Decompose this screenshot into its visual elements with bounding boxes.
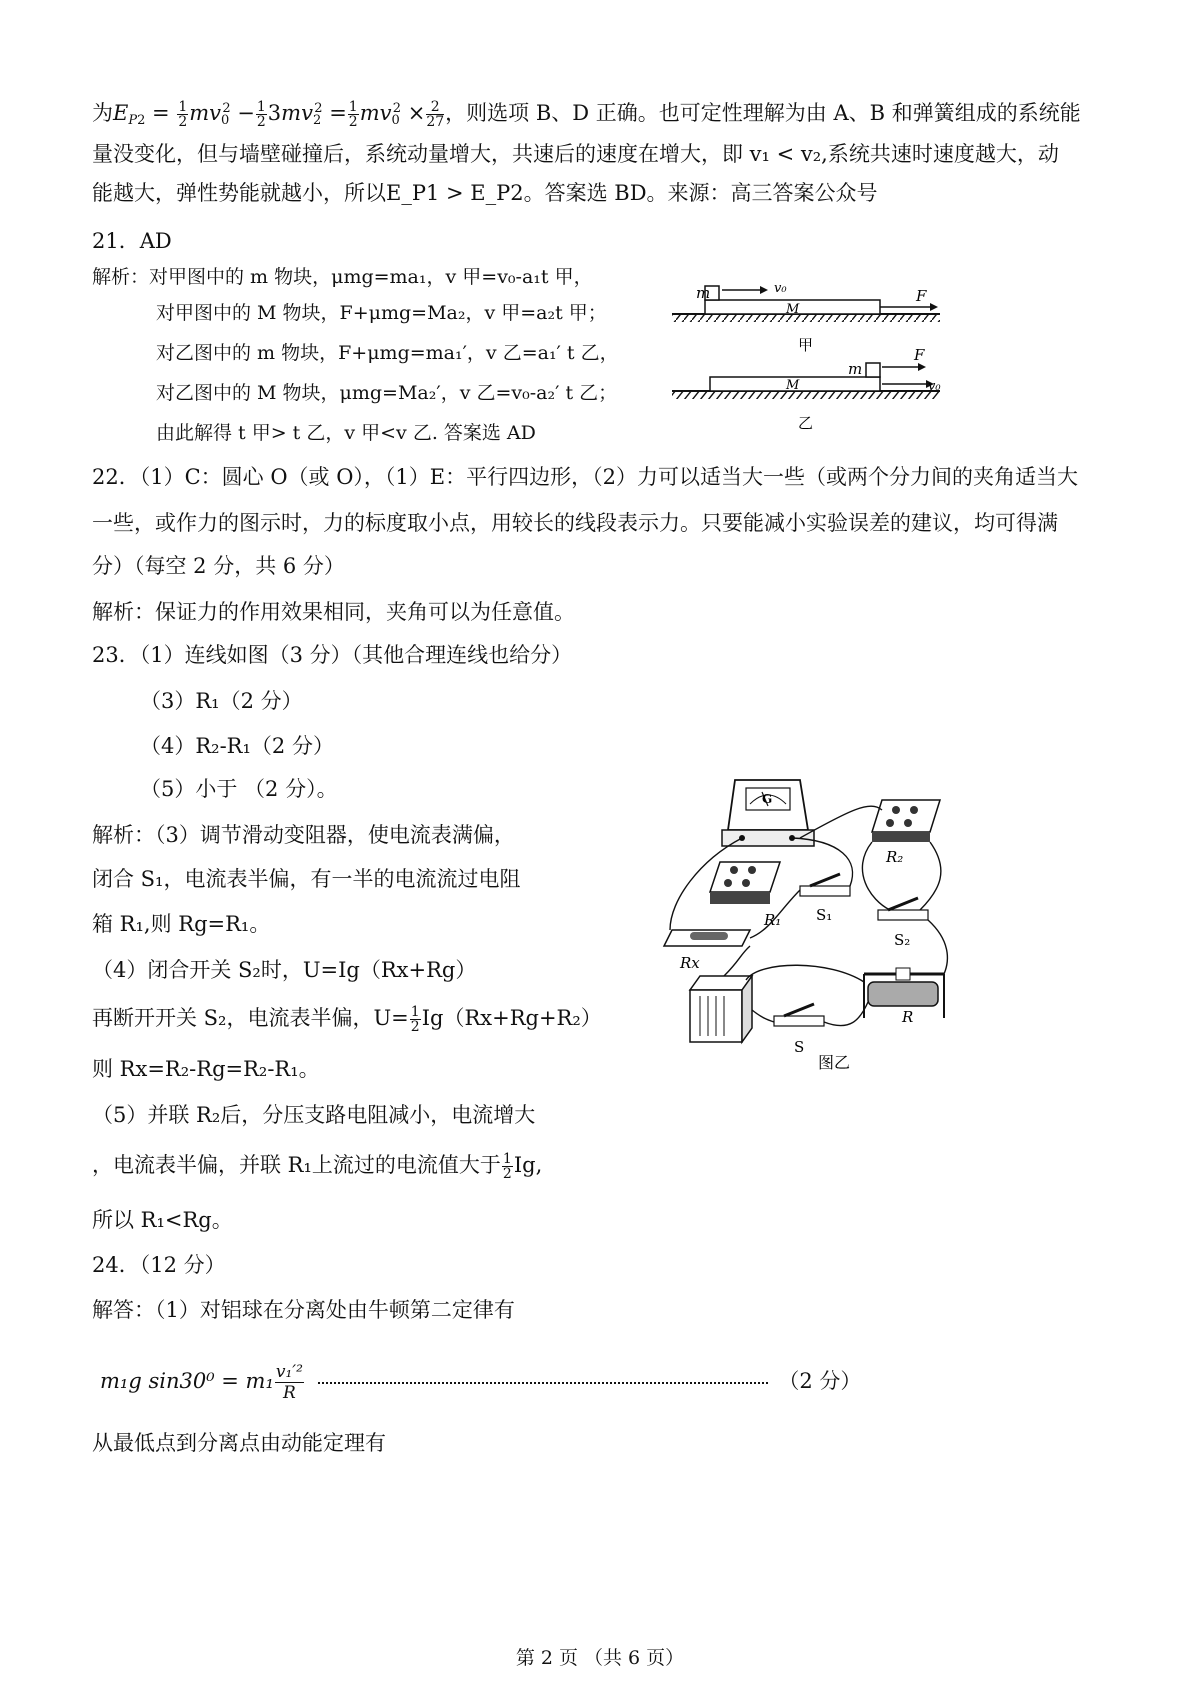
fraction: $\frac{1}{2}$ bbox=[410, 1004, 420, 1035]
switch-S bbox=[774, 1004, 824, 1056]
q23-line13: 所以 R₁<Rg。 bbox=[92, 1208, 233, 1232]
figure-yi bbox=[672, 346, 941, 432]
caption-jia: 甲 bbox=[798, 336, 814, 354]
q24-equation: m₁g sin30⁰ = m₁ $\frac{\text{v₁′²}}{R}$ （2 分） bbox=[100, 1362, 862, 1403]
resistor-Rx bbox=[664, 930, 750, 972]
fraction: $\frac{1}{2}$ bbox=[178, 99, 188, 130]
caption-yi: 乙 bbox=[798, 414, 814, 432]
q20-line2: 量没变化，但与墙壁碰撞后，系统动量增大，共速后的速度在增大，即 v₁ < v₂,系统共速时速度越大，动 bbox=[92, 142, 1059, 166]
q23-line2: （3）R₁（2 分） bbox=[140, 689, 303, 713]
switch-S2 bbox=[878, 898, 928, 949]
page-footer: 第 2 页 （共 6 页） bbox=[515, 1647, 685, 1669]
q21-line5: 由此解得 t 甲> t 乙，v 甲<v 乙. 答案选 AD bbox=[156, 422, 536, 444]
resistance-box-R2 bbox=[872, 800, 940, 866]
q23-line3: （4）R₂-R₁（2 分） bbox=[140, 734, 334, 758]
rheostat-R bbox=[864, 968, 944, 1026]
circuit-figure bbox=[650, 770, 970, 1080]
figure-jia bbox=[672, 281, 940, 354]
label-F: F bbox=[916, 287, 927, 305]
q21-number: 21．AD bbox=[92, 229, 172, 253]
q22-line3: 分）（每空 2 分，共 6 分） bbox=[92, 554, 345, 578]
label-G: G bbox=[762, 792, 773, 806]
q21-line2: 对甲图中的 M 物块，F+μmg=Ma₂，v 甲=a₂t 甲； bbox=[156, 302, 607, 324]
q22-line1: 22．（1）C：圆心 O（或 O），（1）E：平行四边形，（2）力可以适当大一些（或两个分力间的夹角适当大 bbox=[92, 465, 1078, 489]
label-R2: R₂ bbox=[886, 848, 904, 866]
switch-S1 bbox=[800, 874, 850, 924]
q22-line4: 解析：保证力的作用效果相同，夹角可以为任意值。 bbox=[92, 600, 575, 624]
q21-line4: 对乙图中的 M 物块，μmg=Ma₂′，v 乙=v₀-a₂′ t 乙； bbox=[156, 382, 618, 404]
q23-line7: 箱 R₁,则 Rg=R₁。 bbox=[92, 912, 271, 936]
q22-line2: 一些，或作力的图示时，力的标度取小点，用较长的线段表示力。只要能减小实验误差的建议，均可得满 bbox=[92, 511, 1058, 535]
q24-line2: 解答：（1）对铝球在分离处由牛顿第二定律有 bbox=[92, 1298, 515, 1322]
label-Rx: Rx bbox=[680, 954, 700, 972]
label-M: M bbox=[786, 302, 800, 317]
label-M: M bbox=[786, 378, 800, 393]
q20-line3: 能越大，弹性势能就越小，所以E_P1 > E_P2。答案选 BD。来源：高三答案公众号 bbox=[92, 181, 878, 205]
fraction: $\frac{1}{2}$ bbox=[348, 99, 358, 130]
q23-line10: 则 Rx=R₂-Rg=R₂-R₁。 bbox=[92, 1057, 320, 1081]
q24-line3: 从最低点到分离点由动能定理有 bbox=[92, 1431, 386, 1455]
fraction: $\frac{1}{2}$ bbox=[502, 1151, 512, 1182]
q21-line3: 对乙图中的 m 物块，F+μmg=ma₁′，v 乙=a₁′ t 乙， bbox=[156, 342, 619, 364]
q23-line8: （4）闭合开关 S₂时，U=Ig（Rx+Rg） bbox=[92, 958, 477, 982]
block-board-figure bbox=[660, 270, 960, 435]
fraction: $\frac{1}{2}$ bbox=[256, 99, 266, 130]
caption-figure-yi: 图乙 bbox=[818, 1053, 851, 1072]
label-S1: S₁ bbox=[816, 906, 833, 924]
q23-line4: （5）小于 （2 分）。 bbox=[140, 777, 338, 801]
label-R: R bbox=[902, 1008, 914, 1026]
q23-line6: 闭合 S₁，电流表半偏，有一半的电流流过电阻 bbox=[92, 867, 521, 891]
q23-line11: （5）并联 R₂后，分压支路电阻减小，电流增大 bbox=[92, 1103, 536, 1127]
galvanometer bbox=[722, 780, 814, 846]
label-F: F bbox=[914, 346, 925, 364]
label-v0: v₀ bbox=[774, 281, 787, 296]
q23-line12: ，电流表半偏，并联 R₁上流过的电流值大于 $\frac{1}{2}$ Ig, bbox=[92, 1151, 543, 1182]
q23-line9: 再断开开关 S₂，电流表半偏，U= $\frac{1}{2}$ Ig（Rx+Rg+R₂） bbox=[92, 1004, 602, 1035]
q20-line1: 为$E_{P2}$ = $\frac{1}{2}$ $mv_0^2$ − $\frac{1}{2}$ $3mv_2^2$ = $\frac{1}{2}$ $mv_0^2$ × $\frac{2}{27}$ ，则选项 B、D 正确。也可定性理解为由 A、B 和弹簧组成的系统能 bbox=[92, 99, 1081, 130]
label-m: m bbox=[696, 284, 711, 302]
q21-line1: 解析：对甲图中的 m 物块，μmg=ma₁，v 甲=v₀-a₁t 甲， bbox=[92, 266, 593, 288]
q24-line1: 24．（12 分） bbox=[92, 1253, 226, 1277]
q23-line1: 23．（1）连线如图（3 分）（其他合理连线也给分） bbox=[92, 643, 573, 667]
label-m: m bbox=[848, 360, 863, 378]
resistance-box-R1 bbox=[710, 862, 781, 929]
label-S: S bbox=[794, 1038, 805, 1056]
q23-line5: 解析：（3）调节滑动变阻器，使电流表满偏， bbox=[92, 823, 515, 847]
fraction: $\frac{2}{27}$ bbox=[426, 99, 445, 130]
fraction: $\frac{\text{v₁′²}}{R}$ bbox=[275, 1362, 303, 1403]
label-v0: v₀ bbox=[928, 379, 941, 394]
dot-leader bbox=[318, 1382, 768, 1384]
label-S2: S₂ bbox=[894, 931, 911, 949]
label-R1: R₁ bbox=[764, 911, 782, 929]
battery bbox=[690, 976, 752, 1042]
